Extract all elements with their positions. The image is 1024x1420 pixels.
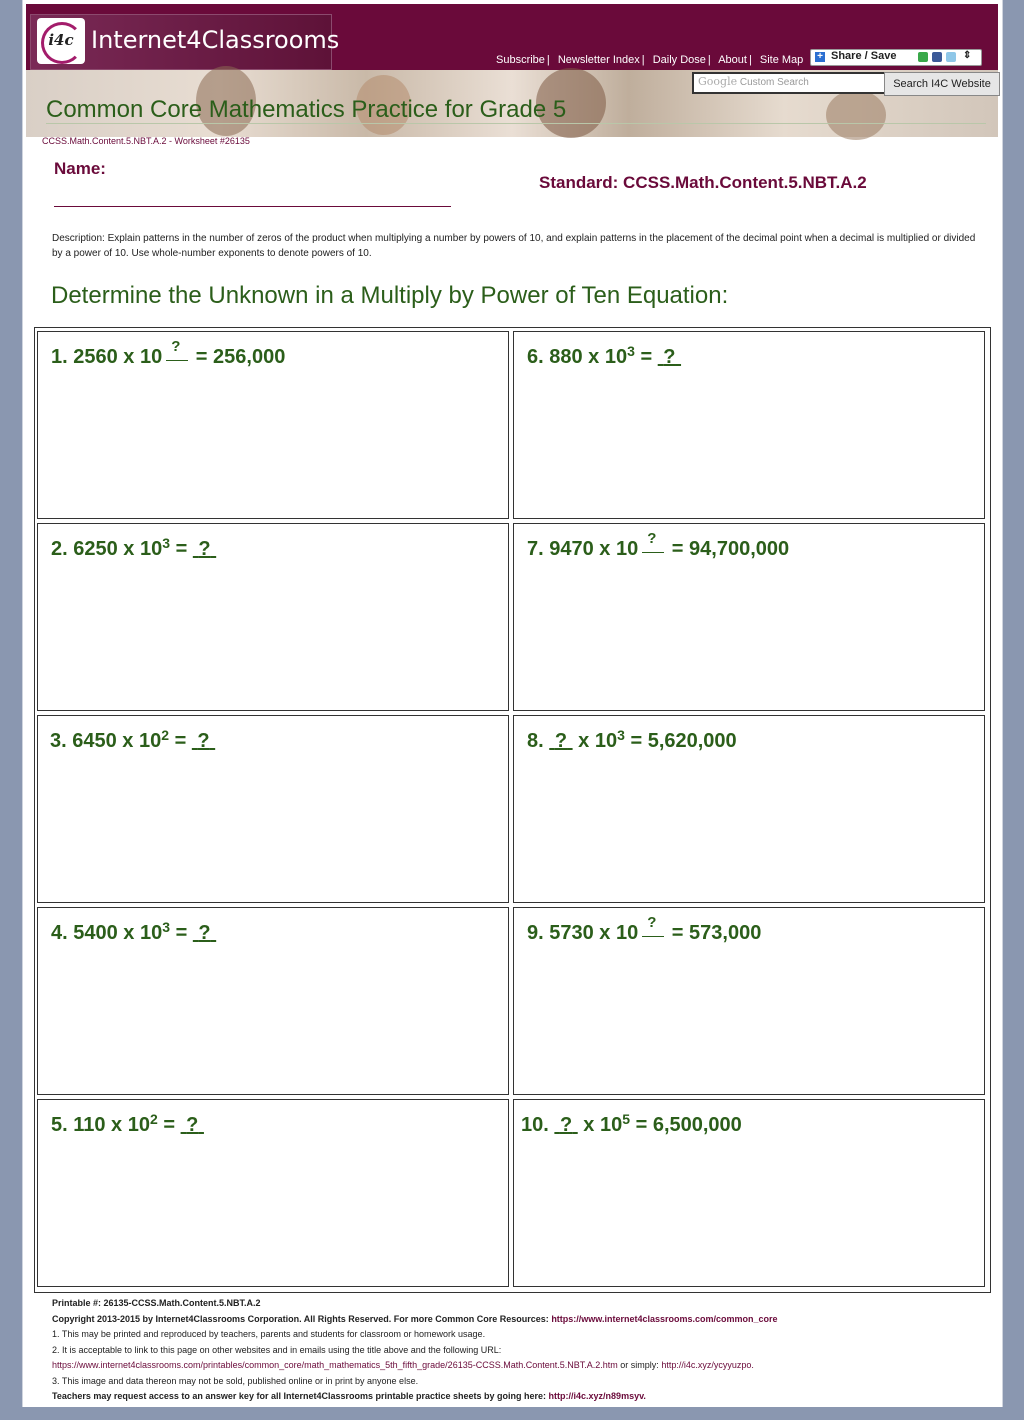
nav-subscribe[interactable]: Subscribe [496, 54, 545, 66]
facebook-icon [932, 52, 942, 62]
problem-cell-1 [37, 331, 509, 519]
search-placeholder: Custom Search [739, 77, 809, 88]
problem-cell-7 [513, 523, 985, 711]
nav-newsletter-index[interactable]: Newsletter Index [557, 54, 640, 66]
note-2: 2. It is acceptable to link to this page on other websites and in emails using the title above and the following URL: [52, 1344, 502, 1355]
problem-5: 5. 110 x $10^2$ = ? [51, 1111, 199, 1136]
header-bar [26, 4, 998, 70]
title-divider [46, 123, 986, 124]
search-button[interactable]: Search I4C Website [884, 72, 1000, 96]
problem-7: 7. 9470 x 10 ? = 94,700,000 [527, 530, 790, 560]
problem-cell-8 [513, 715, 985, 903]
problem-4: 4. 5400 x $10^3$ = ? [51, 919, 211, 944]
twitter-icon [946, 52, 956, 62]
logo-badge-text: i4c [48, 31, 74, 49]
problems-grid [34, 327, 991, 1293]
problem-cell-3 [37, 715, 509, 903]
nav-about[interactable]: About [718, 54, 747, 66]
name-underline [54, 206, 451, 207]
site-logo[interactable] [30, 14, 340, 70]
top-nav: Subscribe | Newsletter Index | Daily Dose | About | Site Map [496, 54, 804, 66]
answer-key-link[interactable]: http://i4c.xyz/n89msyv. [548, 1391, 646, 1401]
common-core-link[interactable]: https://www.internet4classrooms.com/common_core [551, 1313, 778, 1324]
note-1: 1. This may be printed and reproduced by teachers, parents and students for classroom or homework usage. [52, 1329, 486, 1339]
chevron-updown-icon: ⇕ [963, 50, 972, 61]
problem-cell-9 [513, 907, 985, 1095]
copyright: Copyright 2013-2015 by Internet4Classrooms Corporation. All Rights Reserved. For more Common Core Resources: https://www.internet4classrooms.com/common_core [52, 1313, 778, 1324]
footer [52, 1296, 992, 1405]
logo-badge-icon [37, 18, 85, 64]
description: Description: Explain patterns in the number of zeros of the product when multiplying a number by powers of 10, and explain patterns in the placement of the decimal point when a decimal is multiplied or divided by a power of 10. Use whole-number exponents to denote powers of 10. [52, 233, 976, 259]
share-save-button[interactable] [810, 49, 982, 66]
photo-banner [26, 70, 998, 137]
problem-cell-10 [513, 1099, 985, 1287]
note-3: 3. This image and data thereon may not be sold, published online or in print by anyone else. [52, 1375, 419, 1386]
breadcrumb: CCSS.Math.Content.5.NBT.A.2 - Worksheet #26135 [42, 136, 250, 146]
problem-2: 2. 6250 x $10^3$ = ? [51, 535, 211, 560]
page [22, 0, 1003, 1407]
short-url-link[interactable]: http://i4c.xyz/ycyyuzpo. [661, 1360, 754, 1370]
answer-key-note: Teachers may request access to an answer key for all Internet4Classrooms printable practice sheets by going here: http://i4c.xyz/n89msyv. [52, 1391, 646, 1401]
page-title: Common Core Mathematics Practice for Grade 5 [46, 96, 567, 123]
name-label: Name: [54, 159, 106, 178]
printable-number: Printable #: 26135-CCSS.Math.Content.5.NBT.A.2 [52, 1298, 261, 1308]
share-save-label: Share / Save [831, 50, 897, 62]
standard-label: Standard: CCSS.Math.Content.5.NBT.A.2 [539, 173, 867, 192]
nav-site-map[interactable]: Site Map [759, 54, 804, 66]
problem-8: 8. ? x $10^3 = 5,620,000$ [527, 727, 737, 752]
exponent-blank: ? [166, 346, 188, 360]
plus-icon: + [815, 52, 825, 62]
logo-text: Internet4Classrooms [91, 26, 340, 54]
long-url-link[interactable]: https://www.internet4classrooms.com/printables/common_core/math_mathematics_5th_fifth_grade/26135-CCSS.Math.Content.5.NBT.A.2.htm [52, 1360, 618, 1370]
share-icon [918, 52, 928, 62]
search-input[interactable] [692, 72, 887, 94]
note-2-urls: https://www.internet4classrooms.com/printables/common_core/math_mathematics_5th_fifth_grade/26135-CCSS.Math.Content.5.NBT.A.2.htm or simply: http://i4c.xyz/ycyyuzpo. [52, 1360, 754, 1370]
nav-daily-dose[interactable]: Daily Dose [652, 54, 706, 66]
exponent-blank: ? [642, 538, 664, 552]
problem-3: 3. 6450 x $10^2$ = ? [50, 727, 210, 752]
problem-10: 10. ? x $10^5 = 6,500,000$ [521, 1111, 742, 1136]
problem-6: 6. 880 x $10^3$ = ? [527, 343, 676, 368]
google-label: Google [698, 75, 738, 88]
exponent-blank: ? [642, 922, 664, 936]
problem-cell-4 [37, 907, 509, 1095]
section-heading: Determine the Unknown in a Multiply by Power of Ten Equation: [51, 282, 729, 309]
problem-cell-2 [37, 523, 509, 711]
problem-9: 9. 5730 x 10 ? = 573,000 [527, 914, 762, 944]
problem-1: 1. 2560 x 10 ? = 256,000 [51, 338, 286, 368]
problem-cell-5 [37, 1099, 509, 1287]
problem-cell-6 [513, 331, 985, 519]
